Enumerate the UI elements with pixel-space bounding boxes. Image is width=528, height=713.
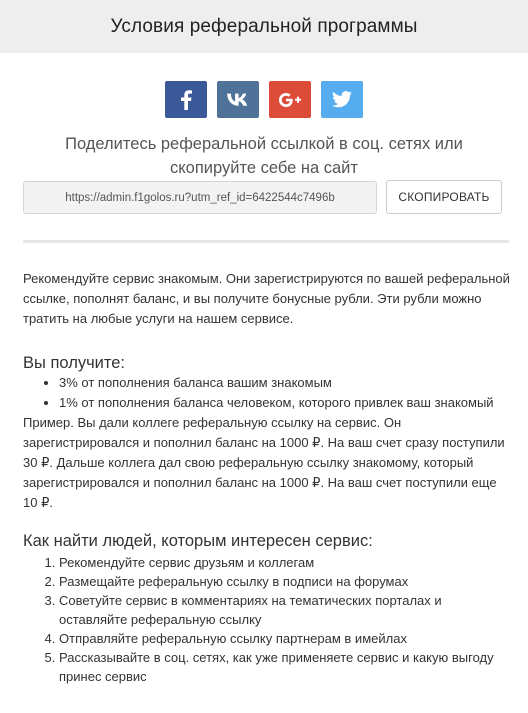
google-plus-share-button[interactable] xyxy=(269,81,311,118)
twitter-icon xyxy=(332,91,352,108)
referral-link-input[interactable] xyxy=(23,181,377,214)
vk-share-button[interactable] xyxy=(217,81,259,118)
social-share-bar xyxy=(0,81,528,118)
twitter-share-button[interactable] xyxy=(321,81,363,118)
list-item: 5. Рассказывайте в соц. сетях, как уже применяете сервис и какую выгоду принес сервис xyxy=(59,648,513,686)
share-text-line-1: Поделитесь реферальной ссылкой в соц. сетях или xyxy=(65,135,463,153)
intro-text: Рекомендуйте сервис знакомым. Они зарегистрируются по вашей реферальной ссылке, пополнят баланс, и вы получите бонусные рубли. Эти рубли можно тратить на любые услуги на нашем сервисе. xyxy=(23,271,510,326)
program-info xyxy=(23,269,513,686)
steps-list xyxy=(23,553,513,686)
share-text-line-2: скопируйте себе на сайт xyxy=(170,159,358,177)
example-text: Пример. Вы дали коллеге реферальную ссылку на сервис. Он зарегистрировался и пополнил баланс на 1000 ₽. На ваш счет сразу поступили 30 ₽. Дальше коллега дал свою реферальную ссылку знакомому, который зарегистрировался и пополнил баланс на 1000 ₽. На ваш счет поступили еще 10 ₽. xyxy=(23,415,505,510)
page-title: Условия реферальной программы xyxy=(110,15,418,37)
divider xyxy=(23,240,509,243)
share-instructions xyxy=(0,132,528,180)
list-item: 3. Советуйте сервис в комментариях на тематических порталах и оставляйте реферальную ссылку xyxy=(59,591,513,629)
copy-button[interactable]: СКОПИРОВАТЬ xyxy=(386,180,502,214)
list-item: 1. Рекомендуйте сервис друзьям и коллегам xyxy=(59,553,513,572)
google-plus-icon xyxy=(279,93,301,107)
page-header xyxy=(0,0,528,53)
facebook-icon xyxy=(180,90,192,110)
list-item: 4. Отправляйте реферальную ссылку партнерам в имейлах xyxy=(59,629,513,648)
list-item: • 3% от пополнения баланса вашим знакомым xyxy=(59,373,513,393)
list-item: • 1% от пополнения баланса человеком, которого привлек ваш знакомый xyxy=(59,393,513,413)
vk-icon xyxy=(227,93,249,106)
benefits-title: Вы получите: xyxy=(23,354,126,372)
list-item: 2. Размещайте реферальную ссылку в подписи на форумах xyxy=(59,572,513,591)
benefits-list xyxy=(23,373,513,413)
facebook-share-button[interactable] xyxy=(165,81,207,118)
how-to-find-title: Как найти людей, которым интересен сервис: xyxy=(23,532,373,550)
